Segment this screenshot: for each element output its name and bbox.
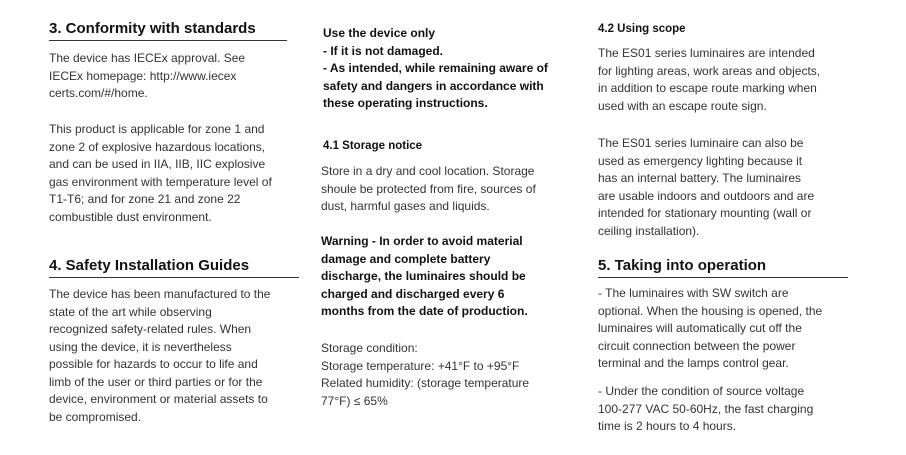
section-3-paragraph-2: This product is applicable for zone 1 and zone 2 of explosive hazardous locations, and can be used in IIA, IIB, IIC explosive gas environment with temperature level of T1-T6; and for zone 21 and zone 22 combustible dust environment. xyxy=(49,122,272,224)
section-3-paragraph-1: The device has IECEx approval. See IECEx homepage: http://www.iecex certs.com/#/home. xyxy=(49,51,246,100)
storage-condition-paragraph: Storage condition: Storage temperature: +41°F to +95°F Related humidity: (storage temperature 77°F) ≤ 65% xyxy=(321,341,530,408)
section-4-rule xyxy=(49,277,299,278)
section-4-1-heading: 4.1 Storage notice xyxy=(323,140,423,152)
section-4-2-paragraph-2: The ES01 series luminaire can also be used as emergency lighting because it has an internal battery. The luminaires are usable indoors and outdoors and are intended for stationary mounting (wall or ceiling installation). xyxy=(598,136,815,238)
section-4-2-paragraph-1: The ES01 series luminaires are intended for lighting areas, work areas and objects, in addition to escape route marking when used with an escape route sign. xyxy=(598,46,821,113)
section-4-1-paragraph-1: Store in a dry and cool location. Storage shoule be protected from fire, sources of dust, harmful gases and liquids. xyxy=(321,164,536,213)
warning-paragraph: Warning - In order to avoid material damage and complete battery discharge, the luminaires should be charged and discharged every 6 months from the date of production. xyxy=(321,234,528,318)
use-device-only-note: Use the device only - If it is not damaged. - As intended, while remaining aware of safety and dangers in accordance with these operating instructions. xyxy=(323,26,548,110)
section-3-rule xyxy=(49,40,287,41)
section-5-heading: 5. Taking into operation xyxy=(598,257,767,274)
section-4-heading: 4. Safety Installation Guides xyxy=(49,257,250,274)
section-4-paragraph-1: The device has been manufactured to the state of the art while observing recognized safety-related rules. When using the device, it is nevertheless possible for hazards to occur to life and limb of the user or third parties or for the device, environment or material assets to be compromised. xyxy=(49,287,271,424)
section-5-rule xyxy=(598,277,848,278)
section-4-2-heading: 4.2 Using scope xyxy=(598,23,686,35)
section-5-paragraph-1: - The luminaires with SW switch are optional. When the housing is opened, the luminaires will automatically cut off the circuit connection between the power terminal and the lamps control gear. xyxy=(598,286,823,370)
section-3-heading: 3. Conformity with standards xyxy=(49,20,256,37)
section-5-paragraph-2: - Under the condition of source voltage 100-277 VAC 50-60Hz, the fast charging time is 2 hours to 4 hours. xyxy=(598,384,814,433)
